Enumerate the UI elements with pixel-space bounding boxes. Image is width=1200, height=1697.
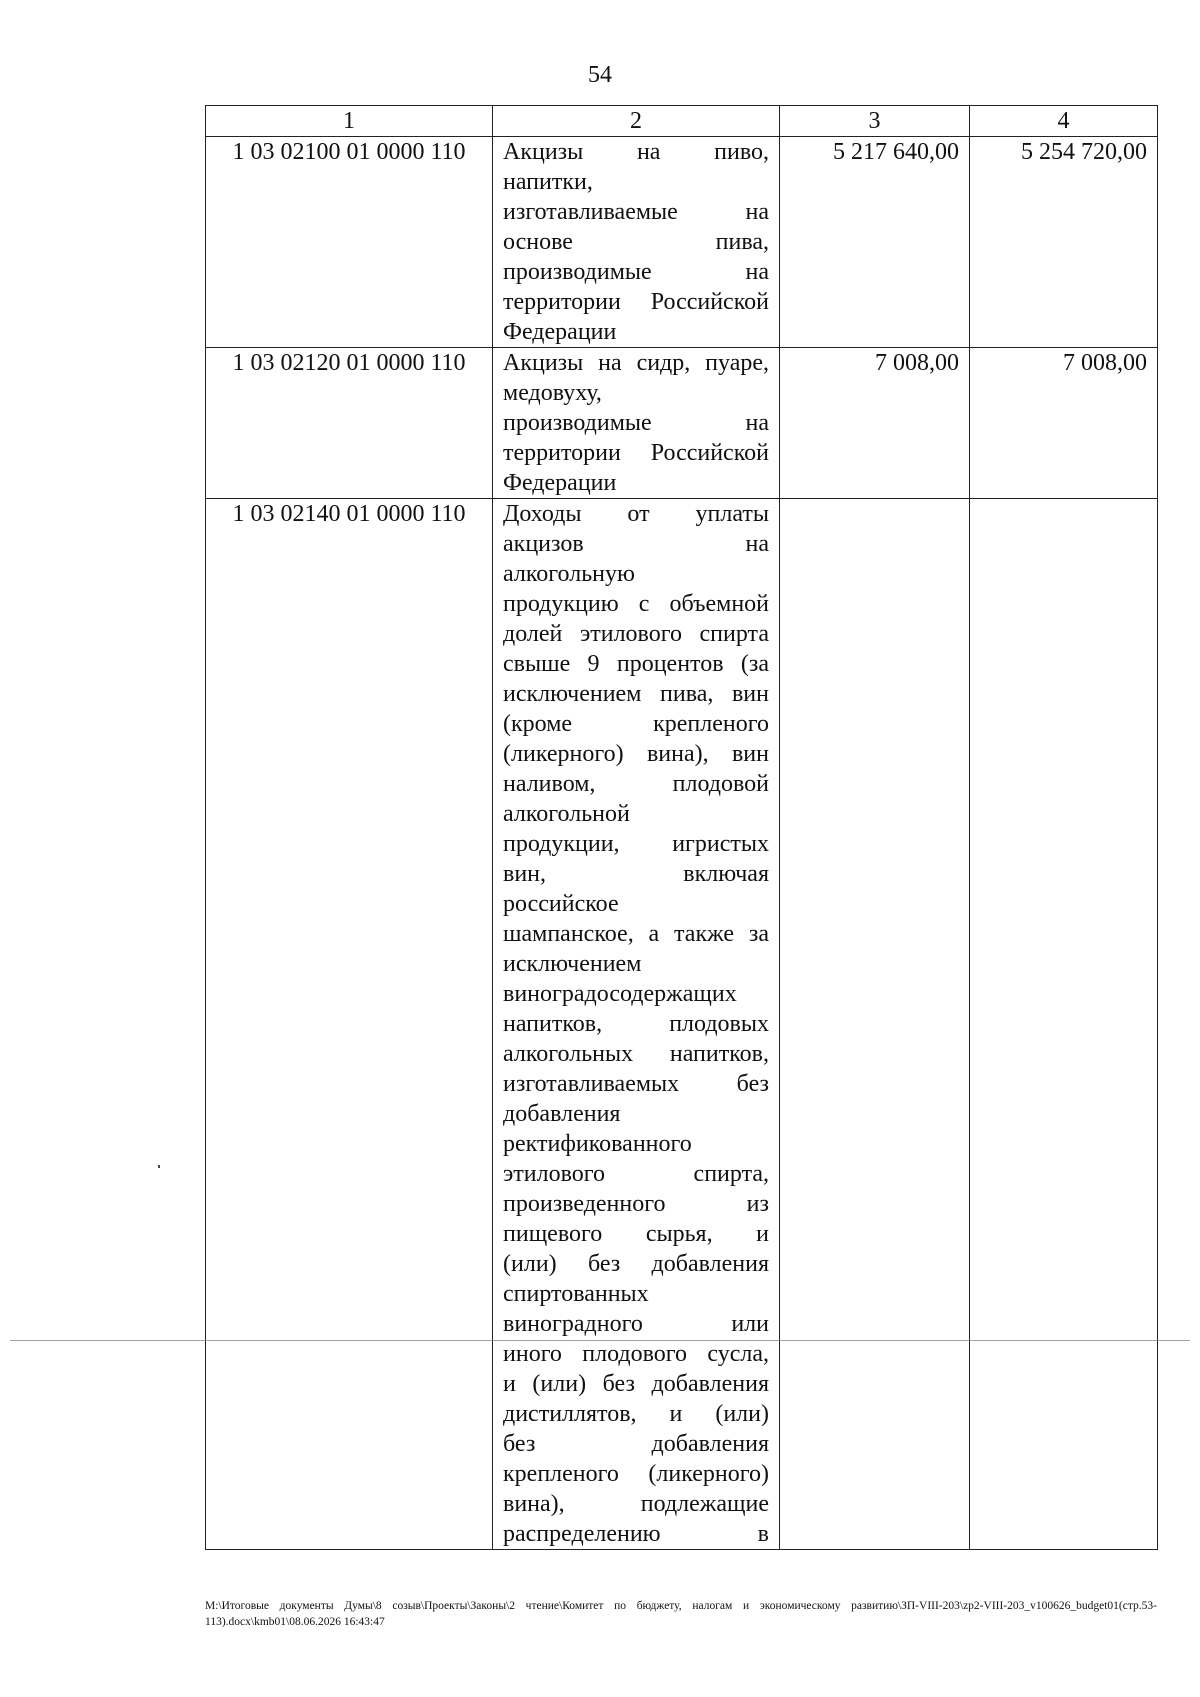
revenue-name-line: свыше 9 процентов (за [503, 651, 769, 677]
revenue-name-cell [493, 137, 780, 348]
column-header-4: 4 [970, 106, 1158, 137]
revenue-name-line: иного плодового сусла, [503, 1341, 769, 1367]
revenue-name-line: изготавливаемых без [503, 1071, 769, 1097]
revenue-name-line: вина), подлежащие [503, 1491, 769, 1517]
revenue-name-line: виноградного или [503, 1311, 769, 1337]
revenue-name-line: производимые на [503, 259, 769, 285]
revenue-name-line: пищевого сырья, и [503, 1221, 769, 1247]
amount-column-4-cell: 7 008,00 [970, 348, 1158, 499]
amount-column-3-cell [780, 499, 970, 1550]
revenue-name-line: российское [503, 891, 619, 917]
revenue-name-line: медовуху, [503, 380, 602, 406]
revenue-name-line: Акцизы на пиво, [503, 139, 769, 165]
table-row [206, 499, 1158, 1550]
revenue-name-line: вин, включая [503, 861, 769, 887]
budget-code-cell: 1 03 02100 01 0000 110 [206, 137, 493, 348]
column-header-2: 2 [493, 106, 780, 137]
revenue-name-line: наливом, плодовой [503, 771, 769, 797]
revenue-name-line: алкогольных напитков, [503, 1041, 769, 1067]
revenue-name-cell [493, 499, 780, 1550]
revenue-name-line: алкогольной [503, 801, 630, 827]
revenue-name-line: исключением [503, 951, 642, 977]
budget-revenue-table [205, 105, 1158, 1550]
document-path-footer: M:\Итоговые документы Думы\8 созыв\Проекты\Законы\2 чтение\Комитет по бюджету, налогам и экономическому развитию\ЗП-VIII-203\zp2-VIII-203_v100626_budget01(стр.53-113).docx\kmb01\08.06.2026 16:43:47 [205, 1600, 1157, 1628]
revenue-name-line: исключением пива, вин [503, 681, 769, 707]
scan-artifact-line [10, 1340, 1190, 1341]
revenue-name-line: напитки, [503, 169, 593, 195]
revenue-name-line: ректификованного [503, 1131, 692, 1157]
scan-speck [158, 1165, 160, 1168]
revenue-name-line: Акцизы на сидр, пуаре, [503, 350, 769, 376]
table-row [206, 348, 1158, 499]
revenue-name-line: этилового спирта, [503, 1161, 769, 1187]
revenue-name-line: распределению в [503, 1521, 769, 1547]
revenue-name-line: Доходы от уплаты [503, 501, 769, 527]
revenue-name-cell [493, 348, 780, 499]
table-row [206, 137, 1158, 348]
budget-code-cell: 1 03 02140 01 0000 110 [206, 499, 493, 1550]
revenue-name-line: виноградосодержащих [503, 981, 737, 1007]
revenue-name-line: добавления [503, 1101, 621, 1127]
revenue-name-line: шампанское, а также за [503, 921, 769, 947]
budget-code-cell: 1 03 02120 01 0000 110 [206, 348, 493, 499]
revenue-name-line: без добавления [503, 1431, 769, 1457]
revenue-name-line: (кроме крепленого [503, 711, 769, 737]
revenue-name-line: крепленого (ликерного) [503, 1461, 769, 1487]
revenue-name-line: напитков, плодовых [503, 1011, 769, 1037]
column-header-3: 3 [780, 106, 970, 137]
revenue-name-line: долей этилового спирта [503, 621, 769, 647]
revenue-name-line: изготавливаемые на [503, 199, 769, 225]
amount-column-3-cell: 5 217 640,00 [780, 137, 970, 348]
revenue-name-line: спиртованных [503, 1281, 649, 1307]
amount-column-3-cell: 7 008,00 [780, 348, 970, 499]
revenue-name-line: (ликерного) вина), вин [503, 741, 769, 767]
revenue-name-line: и (или) без добавления [503, 1371, 769, 1397]
revenue-name-line: дистиллятов, и (или) [503, 1401, 769, 1427]
revenue-name-line: Федерации [503, 319, 617, 345]
revenue-name-line: производимые на [503, 410, 769, 436]
revenue-name-line: акцизов на [503, 531, 769, 557]
revenue-name-line: продукции, игристых [503, 831, 769, 857]
revenue-name-line: территории Российской [503, 440, 769, 466]
revenue-name-line: произведенного из [503, 1191, 769, 1217]
column-number-row [206, 106, 1158, 137]
amount-column-4-cell [970, 499, 1158, 1550]
page-number: 54 [588, 62, 612, 88]
revenue-name-line: алкогольную [503, 561, 635, 587]
revenue-name-line: территории Российской [503, 289, 769, 315]
revenue-name-line: (или) без добавления [503, 1251, 769, 1277]
column-header-1: 1 [206, 106, 493, 137]
revenue-name-line: продукцию с объемной [503, 591, 769, 617]
revenue-name-line: основе пива, [503, 229, 769, 255]
amount-column-4-cell: 5 254 720,00 [970, 137, 1158, 348]
revenue-name-line: Федерации [503, 470, 617, 496]
